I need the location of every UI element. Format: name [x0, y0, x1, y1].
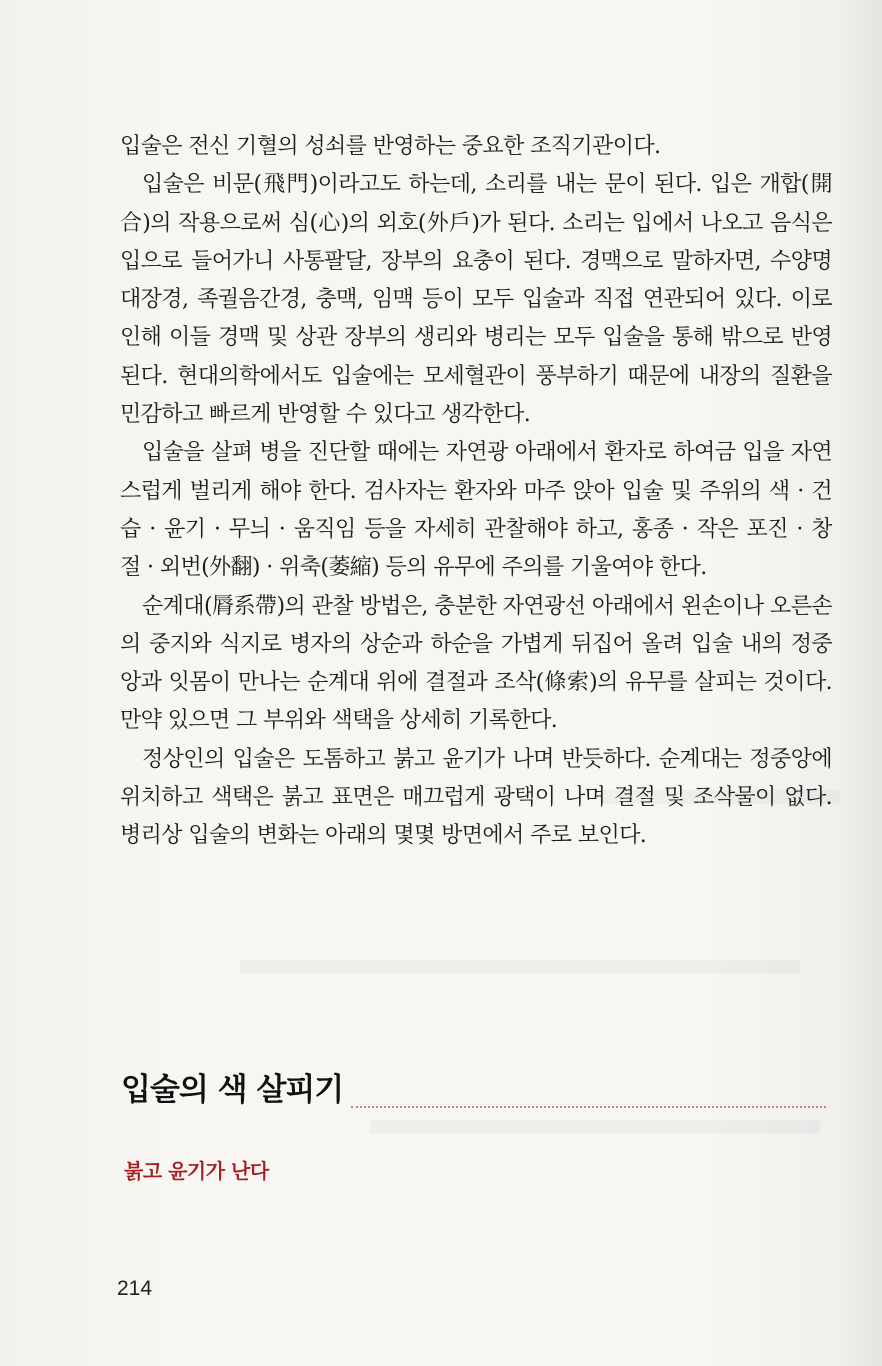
show-through-smudge: [240, 960, 800, 974]
text-line: 병리상 입술의 변화는 아래의 몇몇 방면에서 주로 보인다.: [120, 823, 647, 849]
show-through-smudge: [370, 1120, 820, 1134]
dotted-rule: [351, 1106, 826, 1108]
text-line: 만약 있으면 그 부위와 색택을 상세히 기록한다.: [120, 708, 558, 734]
text-line: 의 중지와 식지로 병자의 상순과 하순을 가볍게 뒤집어 올려 입술 내의 정중: [120, 631, 832, 657]
section-heading-title: 입술의 색 살피기: [121, 1072, 344, 1108]
text-line: 인해 이들 경맥 및 상관 장부의 생리와 병리는 모두 입술을 통해 밖으로 반영: [120, 325, 832, 351]
text-line: 입술은 비문(飛門)이라고도 하는데, 소리를 내는 문이 된다. 입은 개합(開: [142, 172, 832, 198]
text-line: 정상인의 입술은 도톰하고 붉고 윤기가 나며 반듯하다. 순계대는 정중앙에: [142, 746, 832, 772]
text-line: 合)의 작용으로써 심(心)의 외호(外戶)가 된다. 소리는 입에서 나오고 음식은: [120, 210, 832, 236]
section-heading: [121, 1068, 826, 1112]
text-line: 입술을 살펴 병을 진단할 때에는 자연광 아래에서 환자로 하여금 입을 자연: [142, 440, 832, 466]
subheading: 붉고 윤기가 난다: [124, 1159, 269, 1183]
text-line: 순계대(脣系帶)의 관찰 방법은, 충분한 자연광선 아래에서 왼손이나 오른손: [142, 593, 832, 619]
text-line: 위치하고 색택은 붉고 표면은 매끄럽게 광택이 나며 결절 및 조삭물이 없다.: [120, 785, 832, 811]
text-line: 대장경, 족궐음간경, 충맥, 임맥 등이 모두 입술과 직접 연관되어 있다. 이로: [120, 287, 832, 313]
page-edge-shadow: [842, 0, 882, 1366]
text-line: 절 · 외번(外翻) · 위축(萎縮) 등의 유무에 주의를 기울여야 한다.: [120, 555, 707, 581]
text-line: 습 · 윤기 · 무늬 · 움직임 등을 자세히 관찰해야 하고, 홍종 · 작은 포진 · 창: [120, 516, 832, 542]
text-line: 앙과 잇몸이 만나는 순계대 위에 결절과 조삭(條索)의 유무를 살피는 것이다.: [120, 670, 832, 696]
text-line: 된다. 현대의학에서도 입술에는 모세혈관이 풍부하기 때문에 내장의 질환을: [120, 363, 832, 389]
page-number: 214: [117, 1277, 153, 1300]
text-line: 스럽게 벌리게 해야 한다. 검사자는 환자와 마주 앉아 입술 및 주위의 색 · 건: [120, 478, 832, 504]
text-line: 입으로 들어가니 사통팔달, 장부의 요충이 된다. 경맥으로 말하자면, 수양명: [120, 248, 832, 274]
body-text: [120, 128, 832, 856]
text-line: 민감하고 빠르게 반영할 수 있다고 생각한다.: [120, 402, 531, 428]
text-line: 입술은 전신 기혈의 성쇠를 반영하는 중요한 조직기관이다.: [120, 134, 661, 159]
